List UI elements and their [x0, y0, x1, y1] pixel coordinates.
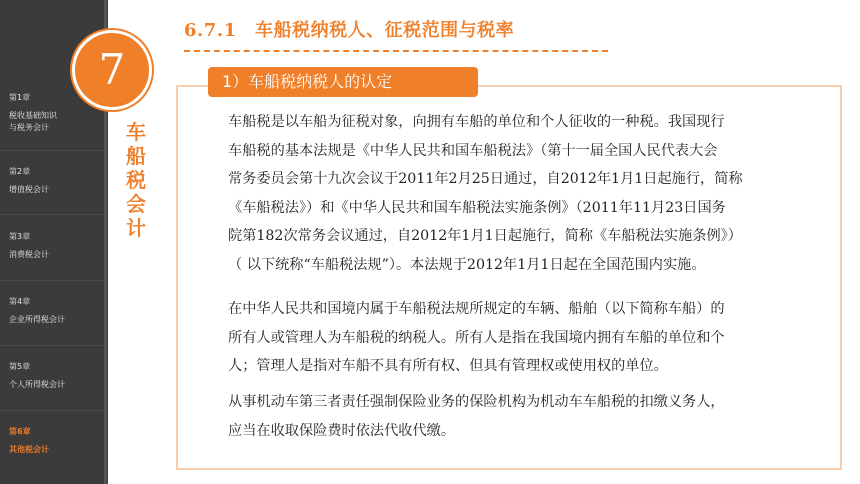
chapter-badge: 7 — [72, 30, 152, 110]
chapter-number: 第2章 — [9, 167, 31, 176]
text-line: 应当在收取保险费时依法代收代缴。 — [228, 422, 456, 439]
vertical-title-char: 船 — [126, 144, 146, 168]
chapter-item-6[interactable] — [9, 426, 49, 456]
divider — [0, 150, 104, 151]
dashed-divider — [184, 50, 608, 52]
chapter-name: 税收基础知识 — [9, 111, 57, 120]
chapter-item-4[interactable] — [9, 296, 65, 326]
text-line: （ 以下统称“车船税法规”）。本法规于2012年1月1日起在全国范围内实施。 — [228, 256, 706, 273]
text-line: 在中华人民共和国境内属于车船税法规所规定的车辆、船舶（以下简称车船）的 — [228, 301, 725, 317]
paragraph-withholding — [228, 388, 828, 445]
chapter-name: 企业所得税会计 — [9, 315, 65, 324]
divider — [0, 345, 104, 346]
chapter-number: 第5章 — [9, 362, 31, 371]
chapter-name: 增值税会计 — [9, 185, 49, 194]
vertical-title-char: 税 — [126, 168, 146, 192]
subheading: 1）车船税纳税人的认定 — [208, 67, 478, 97]
chapter-number: 第1章 — [9, 93, 31, 102]
text-line: 车船税的基本法规是《中华人民共和国车船税法》（第十一届全国人民代表大会 — [228, 142, 718, 159]
text-line: 《车船税法》）和《中华人民共和国车船税法实施条例》（2011年11月23日国务 — [228, 199, 726, 216]
chapter-item-2[interactable] — [9, 166, 49, 196]
chapter-number: 第6章 — [9, 427, 31, 436]
paragraph-taxpayer — [228, 295, 828, 381]
text-line: 车船税是以车船为征税对象，向拥有车船的单位和个人征收的一种税。我国现行 — [228, 114, 725, 130]
chapter-name: 消费税会计 — [9, 250, 49, 259]
chapter-name: 个人所得税会计 — [9, 380, 65, 389]
chapter-number: 第3章 — [9, 232, 31, 241]
vertical-chapter-title — [124, 120, 148, 240]
chapter-number: 第4章 — [9, 297, 31, 306]
section-title: 6.7.1 车船税纳税人、征税范围与税率 — [184, 20, 515, 41]
chapter-name: 其他税会计 — [9, 445, 49, 454]
chapter-item-3[interactable] — [9, 231, 49, 261]
text-line: 常务委员会第十九次会议于2011年2月25日通过，自2012年1月1日起施行，简称 — [228, 171, 743, 187]
chapter-name: 与税务会计 — [9, 123, 49, 132]
divider — [0, 410, 104, 411]
text-line: 从事机动车第三者责任强制保险业务的保险机构为机动车车船税的扣缴义务人， — [228, 394, 725, 410]
chapter-item-1[interactable] — [9, 92, 57, 134]
text-line: 院第182次常务会议通过，自2012年1月1日起施行，简称《车船税法实施条例》） — [228, 228, 742, 244]
chapter-item-5[interactable] — [9, 361, 65, 391]
divider — [0, 214, 104, 215]
text-line: 所有人或管理人为车船税的纳税人。所有人是指在我国境内拥有车船的单位和个 — [228, 329, 725, 346]
vertical-title-char: 车 — [126, 120, 146, 144]
paragraph-definition — [228, 108, 828, 279]
vertical-title-char: 会 — [126, 192, 146, 216]
vertical-title-char: 计 — [126, 216, 146, 240]
divider — [0, 280, 104, 281]
text-line: 人；管理人是指对车船不具有所有权、但具有管理权或使用权的单位。 — [228, 358, 668, 374]
